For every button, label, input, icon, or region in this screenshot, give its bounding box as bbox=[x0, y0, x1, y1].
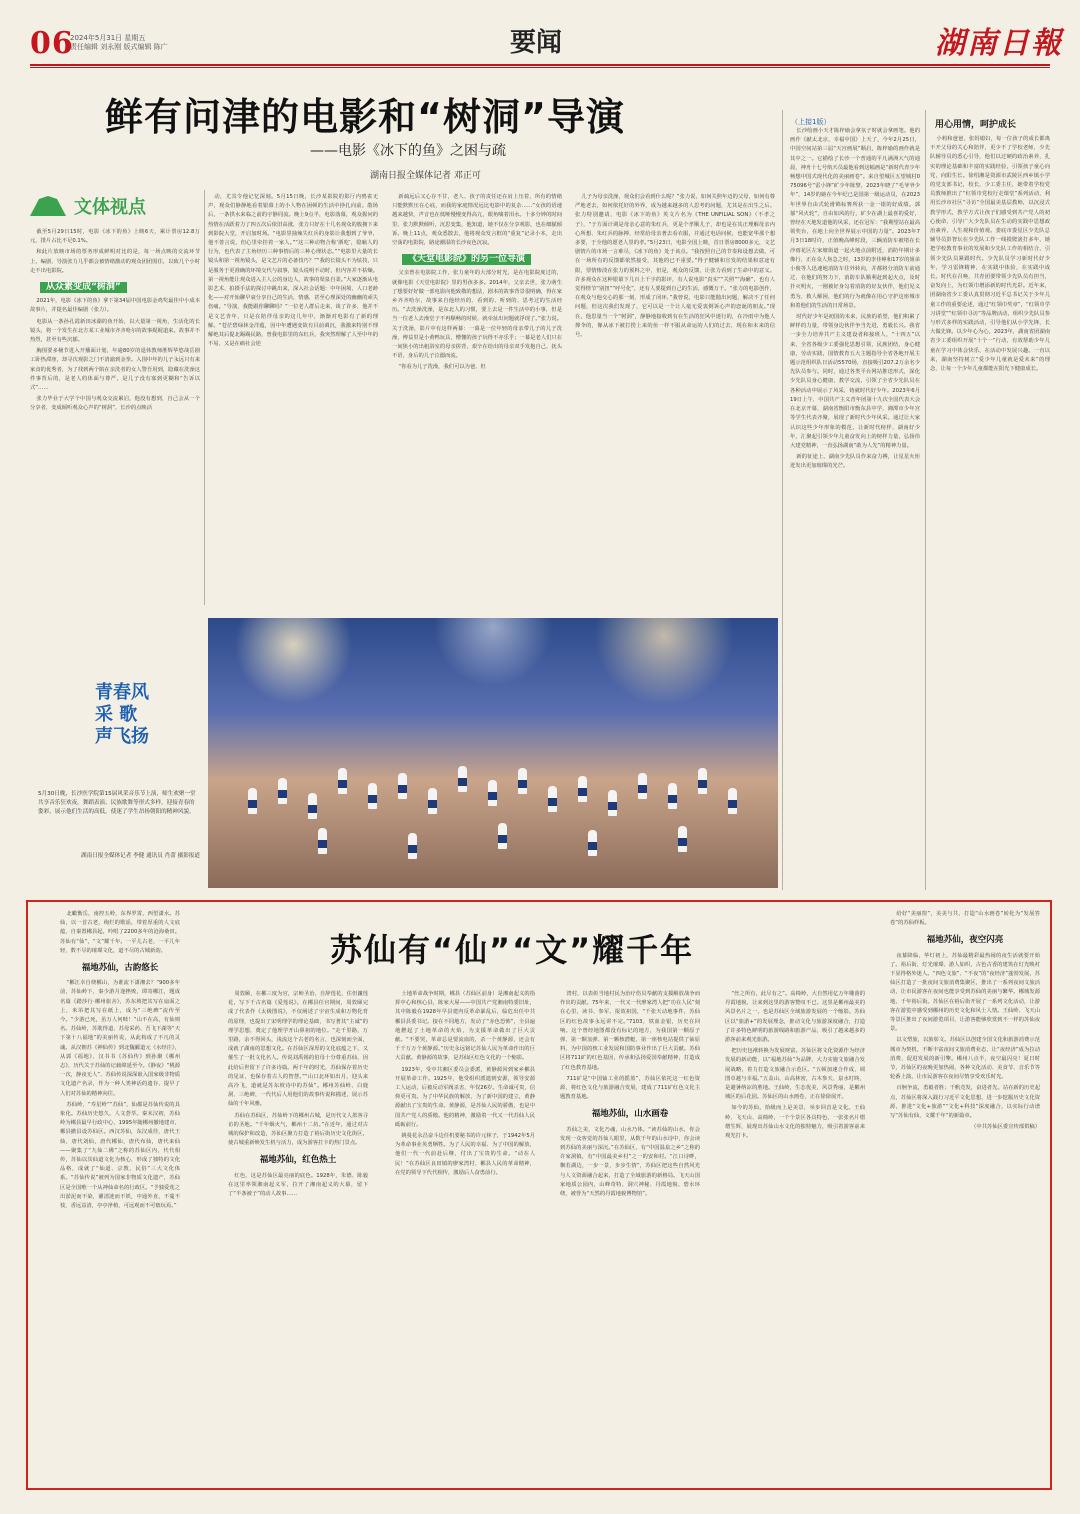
subheading: 《天堂电影院》的另一位导演 bbox=[402, 254, 531, 265]
paragraph: 新疏远后又心存不甘，老人、孩子的责任还在肩上压着，所有的情绪只能默默压在心底，而我的家庭情况远比电影中的复杂……”女孩的语速越来越快，声音也在低哑慢慢变得高亢，眼角噙着泪水。十多分钟的时间里，张力默默倾听，沉思变集，他知道，她不仅在分享观影，也在细腻倾诉。晚上11点，观众悉散去，他将观众发言框的“重复”记录小本，走出空荡的电影院，路途潮湿的长沙夜色沉寂。 bbox=[392, 194, 562, 247]
feature-headline: 鲜有问津的电影和“树洞”导演 bbox=[105, 95, 625, 139]
feature-column-5 bbox=[790, 127, 920, 892]
paragraph: 周敦颐，在郴三度为官，宗师圣治，自辞莲花，住但濂莲花，写下千古名篇《爱莲说》。在郴县任官期间，周敦颐完成了代表作《太极图说》，不仅阐述了宇宙生成和万物化育的原理，也提出了宋明理学的理论基础，书写著其“主诚”的理学思想，奠定了他理学开山鼻祖的地位。“走千里路，万里路，余不得回头，浅流这个古老的名言，也深刻而全面，成就了湖南的思想文化。在苏仙区深厚的文化底蕴之下，又催生了一批文化名人。传说刘禹锡的伯母十分尊重苏仙，因此给后世留下了许多诗篇。两千年的时光，苏仙保存着历史的见证，也保存着古人的智慧。”“山口北环如出月，迎头来高冷飞，道就是苏东坡诗中的苏仙”。郴州苏仙岭、白鹿洞、三绝碑，一代代后人用他们的故事传说和描述，展示苏仙的千年风雅。 bbox=[228, 991, 368, 1108]
feature-column-3 bbox=[392, 193, 562, 601]
paragraph: 小莉和爸爸，张妈媳妇，每一位孩子的成长都离不开父母的关心和陪伴，更少不了学校老师，少先队辅导员的悉心引导，他们以过硬的政治素养，扎实的理论基础和丰富的实践经验，引领孩子童心向党，向阳生长。徐绍湘是资源市武陵区西乡镇小学的党支部书记，校长，少工委主任，她带着学校党员教师推出了“红领巾党校行走课堂”系列活动，利用长沙市社区“寻访”全国最美基层教师，以沉浸式教学形式，教学方式让孩子们感受到共产党人的初心使命，引导广大少先队员在生动的实践中思想政治素养，人生观和价值观。娄底市娄星区少先队总辅导员彭智坛在少先队工作一线摸爬滚打多年，她把学校教育事业的发展和少先队工作的相结合，引领少先队员紧跟时代。少先队员学习新时代好少年，学习雷锋精神，在实践中体验，在实践中成长。时代在召唤，共青团要带领少先队员有担当，奋发向上，为红领巾增添新的时代光彩。近年来，团湖南省少工委认真贯彻习近平总书记关于少年儿童工作的重要论述，通过“红领巾奖章”，“红领巾学习讲堂”“红领巾寻访”等品牌活动，组织少先队员参与形式多样的实践活动，引导他们从小学先锋，长大做先锋。以少年心为心，2023年，湖南省团湖南省少工委组织开展“十个一”行动，有效帮助少年儿童在学习中体会快乐，在活动中发展兴趣。一直以来，湖南坚持树立“爱少年儿童就是爱未来”的理念，让每一个少年儿童都能在阳光下健康成长。 bbox=[930, 136, 1050, 373]
paragraph: 夜幕降临，华灯初上，苏仙最精彩最热闹的夜生活就要开始了。裕后街，灯光璀璨、游人如织，古色古香的建筑在灯光映衬下显得格外迷人。“四色文旅”、“不夜”的“夜经济”蓬勃发展，苏仙区打造了一批夜间文旅消费集聚区，推出了一系列夜间文旅活动，让市民游客在夜间也能享受到苏仙的美丽与繁华。郴城发源地，千年裕后街。苏仙区在裕后街开展了一系列文化活动，让游客在游览中感受到郴州的历史文化和风土人情。王仙岭、飞天山等景区推出了夜间游览项目，让游客能够欣赏到不一样的苏仙夜景。 bbox=[890, 952, 1040, 1033]
article-credit: （中共苏仙区委宣传部供稿） bbox=[971, 1124, 1040, 1131]
sidebar-title: 用心用情，呵护成长 bbox=[935, 120, 1017, 130]
paragraph: 北瞰衡岳，南控五岭，东界罗霄，西望潇水。苏仙，以一首古老，绚烂的歌谣，带着厚重的人文底蕴，自秦置郴县起，吟唱了2200多年的沧海桑田。苏仙有“仙”，“文”耀千年。一平儿古老，一平儿年轻，数不尽的璀璨文化，道不尽的古城新韵。 bbox=[60, 911, 180, 954]
paragraph: 截至5月29日15时，电影《冰下的鱼》上映6天，累计票房12.8万元，排片占比不足0.1%。 bbox=[30, 229, 200, 245]
continued-tag: （上接1版） bbox=[791, 118, 831, 126]
book-icon bbox=[30, 196, 66, 216]
issue-date: 2024年5月31日 星期五 bbox=[70, 34, 146, 42]
masthead-rule-thin bbox=[30, 67, 1050, 68]
photo-caption-text: 5月30日晚，长沙医学院第15届风采音乐节上演，师生欢聚一堂共享音乐狂欢夜。舞蹈表演、民族歌舞等形式多样，迎接青春的姿彩，展示他们生活的高低，使迷了学生昂扬朝阳的精神风貌。 bbox=[38, 791, 196, 815]
paragraph: 百舸争流，勇毅者胜；千帆竞发，奋进者先。站在新的历史起点，苏仙区将深入践行习近平文化思想，进一步挖掘历史文化资源，推进“文化+旅游”“文化+科技”深度融合，以实际行动谱写“苏仙有仙，文耀千年”的新篇章。 bbox=[890, 1085, 1040, 1120]
paragraph: 和此片放映市场的票务形成鲜明对比的是，每一场点映的交流环节上，编剧、导演张力几乎都会被情绪激动的观众团团围住，以致几个小时走不出电影院。 bbox=[30, 249, 200, 274]
subheading: 从众素变成“树洞” bbox=[40, 282, 127, 293]
feature-column-4 bbox=[575, 193, 775, 601]
feature-subhead: ——电影《冰下的鱼》之困与疏 bbox=[310, 143, 506, 159]
section-title: 要闻 bbox=[510, 28, 563, 58]
paragraph: 电影从一条孙孔霞新田冰湖的鱼开始，以大量第一视角，生活化的长镜头，将一个发生在北方某工业城市齐齐哈尔的故事娓娓道来。故事并不热烈，甚至有些沉郁。 bbox=[30, 318, 200, 344]
feature-byline: 湖南日报全媒体记者 邓正可 bbox=[370, 171, 481, 181]
paragraph: 儿子为母亲洗澡，观众们会看到什么呢？”张力说，如何关照年迈的父母，如何有尊严地老去，如何依托好的外界，成为越来越多的人思考的问题，尤其是在出生之后。张力特别邀请，电影《冰下的鱼》英文片名为《THE UNFILIAL SON》（不孝之子），“于方面计调是母亲心意的朱红兵，更是个孝顺儿子，却也是在其正理解母亲内心所想、朱红兵的脉搏，经常给母亲著去看衣服，并通过电话问候，也能宽华那个想多要，于全他的愿老人里的孝。”5月23日，电影全国上映，首日票房8000多元，文艺剧情片的市场一言难尽，《冰下的鱼》处于该点。“我按照自己的节奏和设想去做，可在一场所有的反馈都依然接受，其他的已不重要。”得子健辅和宣发的结果和意途有限，票情惨淡在张力的预料之中，但是，观众的反馈，让张力看到了生命中的意义。许多观众在这种银幕下几百上千字的影评，有人说电影“真实”“关照”“海确”，也有人觉得情节“别扭”“呼号化”，还有人要提到自己的生活，感慨万千。“张力的电影创作，在观众与他交心的那一刻，形成了闭环，”我曾说，电影只能抛出问题，解决不了任何问题，但这次我们发现了，它可以是一个让人毫无爱衷倒诉心声的恋诞的朋友。”现在，他思量当一个“树洞”，静静地接收到有在生活的狂风中迷行的，在冷雨中为他人撑伞的，像从冰下被打捞上来的鱼一样不服从命运的人们的过去，现在和未来的信号。 bbox=[575, 194, 775, 339]
su-xian-column-2 bbox=[228, 990, 368, 1480]
paragraph: “郴江幸自绕郴山，为谁流下潇湘去？”900多年前，苏仙岭下，秦少游月逢挫败，谭寄郴江，题成名篇《踏莎行·郴州旅舍》，苏东坡把其写在扇面之上，米芾把其写在纸上，成为“三绝碑”流传至今。“少游已死，虽万人何赎！”山不在高，有仙则名。苏仙岭，苏耽得道、苏母采药、吾飞下湖等“天下第十八福地”的美丽传说，从此构成了不凡的灵魂。从汉朝苏《神仙传》到北魏郦道元《水经注》，从郭《福地》、汉书书《苏仙传》到孙聚《郴州志》，历代关于苏仙的记载绵延至今。《静夜》“桃源一次，静夜无人”、苏仙传说深深嵌入国家级非物质文化遗产名录，作为一种人类神话的遗存，提早了人们对苏仙的精神向往。 bbox=[60, 980, 180, 1097]
paragraph: 给好“美丽窗”，美美与共，打造“山水画卷”转化为“发展答卷”的苏仙样板。 bbox=[890, 911, 1040, 927]
paragraph: 张力毕业于大学个中国与观众交流累启，他没有想到，自己会从一个分享者，变成倾听观众心声的“树洞”，长沙的点映活 bbox=[30, 396, 200, 412]
subheading: 福地苏仙，夜空闪亮 bbox=[926, 935, 1004, 946]
feature-column-1 bbox=[30, 228, 200, 600]
paragraph: 时代好少年是初国的未来，民族的希望，他们积累了鲜样的力量，带领身边伙伴争当先进，勇毅长兴。我省一步全力培养共产主义建设者和接班人，“十四五”以来，全省各级少工委强化思想引领，民族团结，身心健康，劳动实践，国情教育五大主题指导全省各地开展主题示范组织队日活动5570场，直接吸引207.2万余名少先队员参与。同时，通过各类平台网站推送形式，深化少先队员身心健康，教学交流，引领了全省少先队员在各种活动中展示了风采，铸就时代好少年。2023年6月19日上午，中国共产主义青年团第十九次全国代表大会在北京开幕，湖南省衡阳市衡东县中学，湘潭市少年宫等学生代表齐聚，展现了新时代少年风采。通过让大家认识这些少年形象的模范，让新时代榜样、湖南好少年，汇聚起引领少年儿童奋发向上的榜样力量，弘扬伟大建党精神，一直弘扬湖南“敢为人先”的精神力量。 bbox=[790, 314, 920, 449]
issue-meta bbox=[70, 34, 168, 52]
su-xian-column-4 bbox=[560, 990, 700, 1480]
paragraph: “丝之所有，此尽有之”。高椅岭，大自然用亿万年雕凿的丹霞地貌，让来到这里的游客赞叹不已。这里是郴州最美的风景名片之一，也是苏仙区全域旅游发展的一个缩影。苏仙区以“旅游+”的发展理念，推动文化与旅游深度融合，打造了许多特色鲜明的旅游线路和旅游产品，吸引了越来越多的游客前来观光旅游。 bbox=[725, 991, 865, 1044]
paragraph: 新的征途上，湖南少先队员作来奋力搏，让星星火炬迸发出更加璀璨的光芒。 bbox=[790, 454, 920, 470]
subheading: 福地苏仙，红色热土 bbox=[259, 1155, 337, 1166]
paragraph: “你看为儿子洗澡，我们可以为爸、但 bbox=[398, 364, 486, 371]
issue-editors: 责任编辑 刘永刚 版式编辑 陈广 bbox=[70, 43, 168, 51]
paragraph: 长沙绘画小天才陈梓瑜会拿氛子时就会拿画笔。他的画作《献太北京，幸福中国》上天了，今年2月25日，中国空间站第三届“天宫画展”顺启，陈梓瑜的画作就是其中之一。它描绘了长沙一个普通的平凡满洲大气的通晨，神舟十七号航天员最他看到这幅画是“新时代青少年畅想中国式现代化的美丽画卷”。来自望城区五望城村075096号“雷小锋”矿少年陈黎，2023年晓了“毛爷爷少年”，14岁的她在今年纪已是国第一级运动员，在2023年世界自由式轮滑锦标赛所获一金一银的好成绩。郭郁“风火轮”，自由如风的行，矿少在湖上最喜的爱好，曾经在天地发道他的风采，还在冠军：“我期望站在最高领奖台，在地上向全世界展示中国的力量”。2023年7月3日18时许，正值晚高峰时段，三辆消防车被堵在长沙雨花区左家塘街道一起火地点前附近，消防年期计多像行，正在众人焦急之时，13岁的李佳峥和17岁的姐弟小俊等人迅速地消防车往外转向，并都将分消防车前通过，在他们的努力下，消防车队顺利赶到起火点，及时扑灭明火，一刚被好身勾着消防的好友伙伴，他们见义勇为，救人解困，他们的行为就像在用心守护这座城市和着他们的生活的日常场景。 bbox=[790, 128, 920, 309]
paragraph: 711矿是“中国铀工业的摇篮”，苏仙区依托这一红色资源，将红色文化与旅游融合发展，建成了711矿红色文化主题教育基地。 bbox=[560, 1075, 700, 1101]
masthead-rule bbox=[30, 64, 1050, 66]
paragraph: 以文塑旅，以旅彰文。苏仙区以创建全国文化和旅游消费示范城市为契机，不断丰富夜间文旅消费业态，让“夜经济”成为拉动消费、促进发展的新引擎。郴州八点半，夜空最闪亮！夏日时节，苏仙区的夜晚更加热闹，各种文化活动、美食节、音乐节等轮番上演，让市民游客在夜间尽情享受欢乐时光。 bbox=[890, 1037, 1040, 1081]
page-number: 06 bbox=[30, 26, 74, 61]
photo-credit: 湖南日报全媒体记者 李健 通讯员 肖蕾 摄影报道 bbox=[81, 853, 200, 859]
paragraph: 姚曼花永昌奋斗边任机要秘书的许元林子，于1942年5月为革命事业英勇牺牲。为了人民的幸福、为了中国的解放，他们一代一代前赴后继，付出了宝贵的生命。“动在人民！”在苏仙区良田镇的廖家湾村、郴县人民的革命精神，在党的领导下代代相传，激励后人奋勇前行。 bbox=[395, 1133, 535, 1176]
su-xian-column-5 bbox=[725, 990, 865, 1480]
stage-lights bbox=[208, 618, 778, 708]
paragraph: 如今的苏仙，拾级而上是美景，举步回首是文化。王仙岭、飞天山、高椅岭，一个个景区各具特色，一张张名片熠熠生辉，展现出苏仙山水文化的独特魅力，吸引着游客前来观光打卡。 bbox=[725, 1105, 865, 1140]
paragraph: 土地革命战争时期，郴县（苏仙区前身）是湘南起义的指挥中心和核心县，陈家大屋——中国共产党湘南特委旧址，其中陈毅在1928年早县建内反革命暴乱后，临危出任中共郴县县委书记。接在不同地方，发动了“赤色恐怖”，全县遍地燃起了土地革命的火焰，为支援革命做出了巨大贡献。“不要哭，革命总是要流血的，杀一个黄静源，还会有千千万万个黄静源。”历史永远铭记苏仙人民为革命作出的巨大贡献。黄静源的故事，是苏仙区红色文化的一个缩影。 bbox=[395, 991, 535, 1062]
subheading: 福地苏仙，古韵悠长 bbox=[81, 963, 159, 974]
feature-column-2 bbox=[208, 193, 378, 601]
su-xian-column-6 bbox=[890, 910, 1040, 1482]
su-xian-column-3 bbox=[395, 990, 535, 1480]
paragraph: 苏仙岭，“寿星岭”“苏仙”，仙都是苏仙传说的具象化。苏仙历史悠久，人文荟萃。秦末汉初，苏仙岭为郴县最早行政中心，1995年随郴州撤地建市，郴县撤县设苏仙区。西汉苏仙，东汉成佳，唐代王仙，唐代刘仙，唐代郴仙，唐代布仙，唐代来仙——聚集了“九仙二佛”之称的苏仙区内，代代相传，苏仙以其仙道文化为核心，形成了独特的文化品格，成就了“仙道、宗教、民俗”三大文化体系。“苏仙传说”被列为国家非物质文化遗产，苏仙区是全国唯一个从神仙命名的行政区。“予独爱莲之出淤泥而不染，濯清涟而不妖，中通外直，不蔓不枝，香远益清，亭亭净植，可远观而不可亵玩焉。” bbox=[60, 1101, 180, 1210]
paragraph: 2021年，电影《冰下的鱼》拿下第34届中国电影金鸡奖最佳中小成本故事片，并提名最佳编剧（张力）。 bbox=[30, 298, 200, 314]
paragraph: 苏仙在苏仙区，苏仙岭下的郴州古城，是历代文人墨客寻访的圣地。“千年烟火气，郴州十二坊。”在近年，通过对古城的保护和改造，苏仙区聚力打造了裕后街历史文化街区，使古城重新焕发生机与活力，成为游客打卡的热门景点。 bbox=[228, 1112, 368, 1147]
subheading: 福地苏仙，山水画卷 bbox=[591, 1109, 669, 1120]
column-divider bbox=[204, 190, 205, 605]
newspaper-logo: 湖南日報 bbox=[935, 26, 1063, 61]
paragraph: 胸围要多桶节进入开播面计划，年逾80岁的退休教师胜辉华悠哉岳剧工卧热滞座，却寻次观影之门不清澈到金拳。入围中年的儿子永远只有来家食的优秀者，为了找到两个陷在亲洗者的女人警吾用到，隐藏在洗澡这件事背后的，是老人的体面与尊严，是儿子没有寡到更糊和“告诉以式”…… bbox=[30, 348, 200, 392]
paragraph: 把历史包袱转换为发展财富。苏仙区将文化资源作为经济发展的新动能，以“福地苏仙”为品牌，大力实施文旅融合发展战略，着力打造文旅融合示范区。“五顿加速合作成，调图卓越与幸福。”五盖山、山高林密，古木参天、泉水叮咚，是避暑纳凉的胜地。王仙岭，生态优美，风景秀丽，是郴州城区的后花园。苏仙区的山水画卷，正在徐徐展开。 bbox=[725, 1048, 865, 1101]
photo-caption-title: 青春风采 歌声飞扬 bbox=[95, 682, 149, 747]
paragraph: 1923年，受中共湘区委员会委派，黄静源回到家乡郴县开展革命工作。1925年，他受组织派遣到安源，领导安源工人运动，后被反动军阀杀害，年仅26岁。生命诚可贵，信仰更可贵。为了中华民族的解放，为了新中国的建立，黄静源献出了宝贵的生命。黄静源，是苏仙人民的骄傲，也是中国共产党人的骄傲。他的精神，激励着一代又一代苏仙人民砥砺前行。 bbox=[395, 1066, 535, 1128]
paragraph: 父亲曾在电影院工作，张力童年的大部分时光，是在电影院度过的，就像电影《天堂电影院》里的男孩多多。2014年，父亲去世，张力萌生了想要好好做一部电影向他致敬的想法，剧本的故事背景很明确，得在家乡齐齐哈尔，故事来自他经历的、看到的、听到的、思考过的生活经历。“去洗澡洗澡，是东北人的习惯，要上去是一件生活中的小事，但是当一位老人去澡堂子不再顺畅的时候，就牵扯出问题就浮现了。”张力说。关于洗澡，影片中有这样两幕：一幕是一位年轻的母亲带儿子的儿子洗澡，傅益里是小黄鸭玩具，懵懂的孩子玩得不亦乐乎；一幕是老人们只在一间狭小的出租浴室的母亲搓背，艰辛在给出的母亲双手发抱自己，抚头不语，身后的儿子泣溺而流。 bbox=[392, 270, 562, 360]
paragraph: 湾村，以表彰当地村民为治疗伤员奉献的支援解放战争而作出的贡献。75年来，一代又一代廖家湾人把“功在人民”刻在心里，读书、参军、报效祖国，“千张天动地事件，苏仙区的红色故事永远讲不完。”7103，铁血金银，历史在回响。这个曾经地图都没有标记的地方，为我国第一颗原子弹、第一颗氢弹、第一颗核潜艇、第一座核电站提供了铀原料，为中国的核工业发展和国防事业作出了巨大贡献。苏仙区将711矿的红色基因，传承和弘扬爱国奉献精神，打造成了红色教育基地。 bbox=[560, 991, 700, 1071]
column-divider bbox=[782, 110, 783, 890]
feature-column-6 bbox=[930, 135, 1050, 892]
su-xian-column-1 bbox=[60, 910, 180, 1480]
column-label: 文体视点 bbox=[74, 197, 146, 218]
paragraph: 苏仙之美，文化乃魂，山水乃体。“读苏仙的山水，你会发现一众客觉的苏仙人眼里，从数千年的山水诗中，你会读到苏仙的美丽与深沉。”在苏仙区，有“中国温泉之乡”之称的许家洞镇，有“中国最美乡村”之一的安和村。“江口诗畔，飘若湖边，一步一景，步步生情”，苏仙区把这些自然风光与人文资源融合起来，打造了全域旅游的新格局。飞天山国家地质公园内，山峰奇特、洞穴神秘、丹霞地貌、碧水环绕，被誉为“天然的丹霞地貌博物馆”。 bbox=[560, 1126, 700, 1198]
paragraph: 红色，这是苏仙区最亮丽的底色。1928年，朱德、陈毅在这里率领湘南起义军，拉开了湘南起义的大幕，留下了“半条被子”的动人故事…… bbox=[228, 1172, 368, 1198]
paragraph: 动，尤其令他记忆深刻。5月15日晚，长沙某影院的影厅内鸦雀无声，观众们静静地看着银幕上的小人物在困顿的生活中挣扎向前。散场后，一条拱水来临之前的宇静同流。晚上9点半，电影落幕，观众握问的热情在活跃着力了四五次后依旧高涨，张力只好在十几名观众的簇拥下来到影院大堂，开启加时场。“电影里抽辣失红兵的身影让我想到了爷爷，他不善言说，但心里牵挂着一家人。”“这三种动物合称‘洒吃’，隐喻人的行为，也代表了主角经历三种事情后的三种心理状态。”“电影里大量的长镜头和第一视角镜头，是文艺片的必备技巧？”“我的长镜头不为炫技，只是服务于更准确的环境交代与叙事，镜头说明不动时，但内容并不枯燥。第一视角能让观众进入主人公的身边人，故事的渠泉自柔。”大家逐渐从电影艺术、拍摄手法的探讨中跳出来，深入社会话题：中年困境、人口老龄化——对开始聊早衰分享自己的生活，情感，甚至心理深处的幽幽的顽失伤痛。“导演，我能跟你聊聊吗？”一位老人群后走来，谈了许多，他并不是文艺青年，只是在陪伴母亲的这几年中，渐渐对电影有了新的理解。“苍茫碧绿林金洋蕴，因中年遭遇变故有目前调沉，我激来特别不理解绝其后提北踢踢民路，曾我电影里的东红兵，我突然理解了人至中年的不易，又是在痛社会逆 bbox=[208, 194, 378, 348]
column-divider bbox=[925, 110, 926, 890]
su-xian-headline: 苏仙有“仙”“文”耀千年 bbox=[330, 931, 695, 969]
